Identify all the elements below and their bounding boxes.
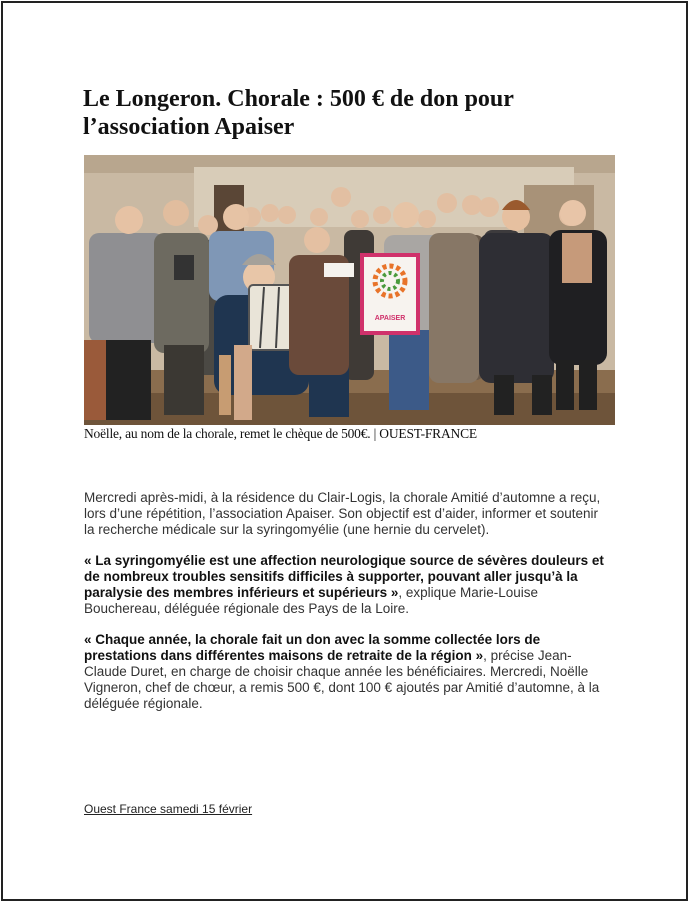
- quote-duret: « Chaque année, la chorale fait un don avec la somme collectée lors de prestations dans différentes maisons de retraite de la région »: [84, 632, 541, 663]
- paragraph-quote-2: [84, 632, 604, 712]
- article-photo: [84, 155, 615, 425]
- source-line: Ouest France samedi 15 février: [84, 802, 253, 816]
- photo-caption: Noëlle, au nom de la chorale, remet le chèque de 500€. | OUEST-FRANCE: [84, 426, 477, 441]
- paragraph-quote-1: [84, 553, 604, 617]
- article-body: [84, 490, 604, 727]
- paragraph-intro: [84, 490, 604, 538]
- attribution-bouchereau: , explique Marie-Louise Bouchereau, déléguée régionale des Pays de la Loire.: [84, 585, 538, 616]
- poster-text: APAISER: [374, 315, 406, 322]
- paragraph-intro-text: Mercredi après-midi, à la résidence du Clair-Logis, la chorale Amitié d’automne a reçu, lors d’une répétition, l’association Apaiser. Son objectif est d’aider, informer et soutenir la recherche médicale sur la syringomyélie (une hernie du cervelet).: [84, 490, 601, 537]
- document-page: [1, 1, 688, 901]
- quote-bouchereau: « La syringomyélie est une affection neurologique source de sévères douleurs et de nombreux troubles sensitifs difficiles à supporter, pouvant aller jusqu’à la paralysie des membres inférieurs et supérieurs »: [84, 553, 604, 600]
- choir-group-photo: [84, 155, 615, 425]
- article-title: Le Longeron. Chorale : 500 € de don pour l’association Apaiser: [83, 86, 514, 140]
- attribution-duret: , précise Jean-Claude Duret, en charge de choisir chaque année les bénéficiaires. Mercredi, Noëlle Vigneron, chef de chœur, a remis 500 €, dont 100 € ajoutés par Amitié d’automne, à la déléguée régionale.: [84, 648, 600, 711]
